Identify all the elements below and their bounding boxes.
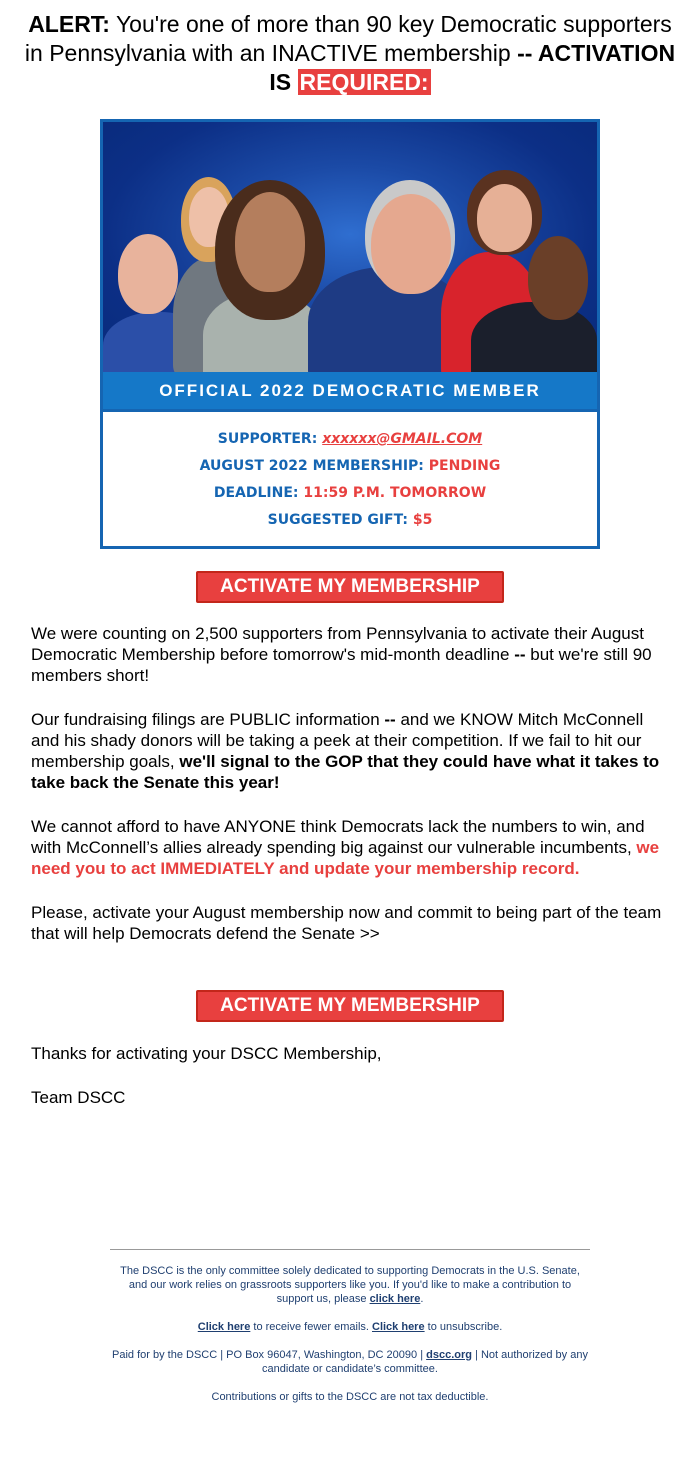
activation-label: -- ACTIVATION IS xyxy=(269,40,676,95)
membership-row xyxy=(103,453,597,480)
sign-off xyxy=(31,1043,671,1131)
footer xyxy=(110,1249,590,1418)
membership-info xyxy=(103,409,597,534)
supporter-email-link[interactable]: xxxxxx@GMAIL.COM xyxy=(322,431,483,447)
paragraph-3: We cannot afford to have ANYONE think Democrats lack the numbers to win, and with McConnell’s allies already spending big against our vulnerable incumbents, we need you to act IMMEDIATELY and update your membership record. xyxy=(31,817,660,878)
email-body xyxy=(31,623,671,967)
paragraph-2: Our fundraising filings are PUBLIC information -- and we KNOW Mitch McConnell and his shady donors will be taking a peek at their competition. If we fail to hit our membership goals, we'll signal to the GOP that they could have what it takes to take back the Senate this year! xyxy=(31,710,660,792)
paragraph-1: We were counting on 2,500 supporters from Pennsylvania to activate their August Democratic Membership before tomorrow's mid-month deadline -- but we're still 90 members short! xyxy=(31,624,652,685)
paragraph-4: Please, activate your August membership now and commit to being part of the team that will help Democrats defend the Senate >> xyxy=(31,903,662,943)
membership-card xyxy=(100,119,600,549)
team-signature: Team DSCC xyxy=(31,1088,126,1107)
leaders-photo xyxy=(103,122,597,372)
alert-headline xyxy=(20,10,680,97)
activate-membership-button[interactable]: ACTIVATE MY MEMBERSHIP xyxy=(196,571,504,603)
unsubscribe-link[interactable]: Click here xyxy=(372,1321,425,1333)
membership-label: AUGUST 2022 MEMBERSHIP: xyxy=(199,458,429,474)
deadline-value: 11:59 P.M. TOMORROW xyxy=(303,485,487,501)
gift-row xyxy=(103,507,597,534)
gift-label: SUGGESTED GIFT: xyxy=(267,512,413,528)
supporter-row xyxy=(103,426,597,453)
member-banner: OFFICIAL 2022 DEMOCRATIC MEMBER xyxy=(103,372,597,409)
supporter-label: SUPPORTER: xyxy=(217,431,323,447)
footer-email-prefs: Click here to receive fewer emails. Click here to unsubscribe. xyxy=(197,1321,503,1333)
membership-status: PENDING xyxy=(428,458,501,474)
footer-disclaimer: Paid for by the DSCC | PO Box 96047, Washington, DC 20090 | dscc.org | Not authorized by any candidate or candidate’s committee. xyxy=(112,1349,588,1375)
fewer-emails-link[interactable]: Click here xyxy=(197,1321,251,1333)
footer-tax-note: Contributions or gifts to the DSCC are not tax deductible. xyxy=(211,1391,489,1403)
footer-about: The DSCC is the only committee solely dedicated to supporting Democrats in the U.S. Senate, and our work relies on grassroots supporters like you. If you'd like to make a contribution to support us, please click here. xyxy=(120,1265,580,1305)
activate-membership-button-2[interactable]: ACTIVATE MY MEMBERSHIP xyxy=(196,990,504,1022)
contribute-link[interactable]: click here xyxy=(369,1293,421,1305)
dscc-site-link[interactable]: dscc.org xyxy=(426,1349,472,1361)
alert-label: ALERT: xyxy=(28,11,110,37)
gift-value: $5 xyxy=(412,512,433,528)
deadline-row xyxy=(103,480,597,507)
thanks-line: Thanks for activating your DSCC Membership, xyxy=(31,1044,382,1063)
required-badge: REQUIRED: xyxy=(299,69,429,95)
deadline-label: DEADLINE: xyxy=(213,485,304,501)
alert-text: You're one of more than 90 key Democratic supporters in Pennsylvania with an INACTIVE membership xyxy=(24,11,672,66)
